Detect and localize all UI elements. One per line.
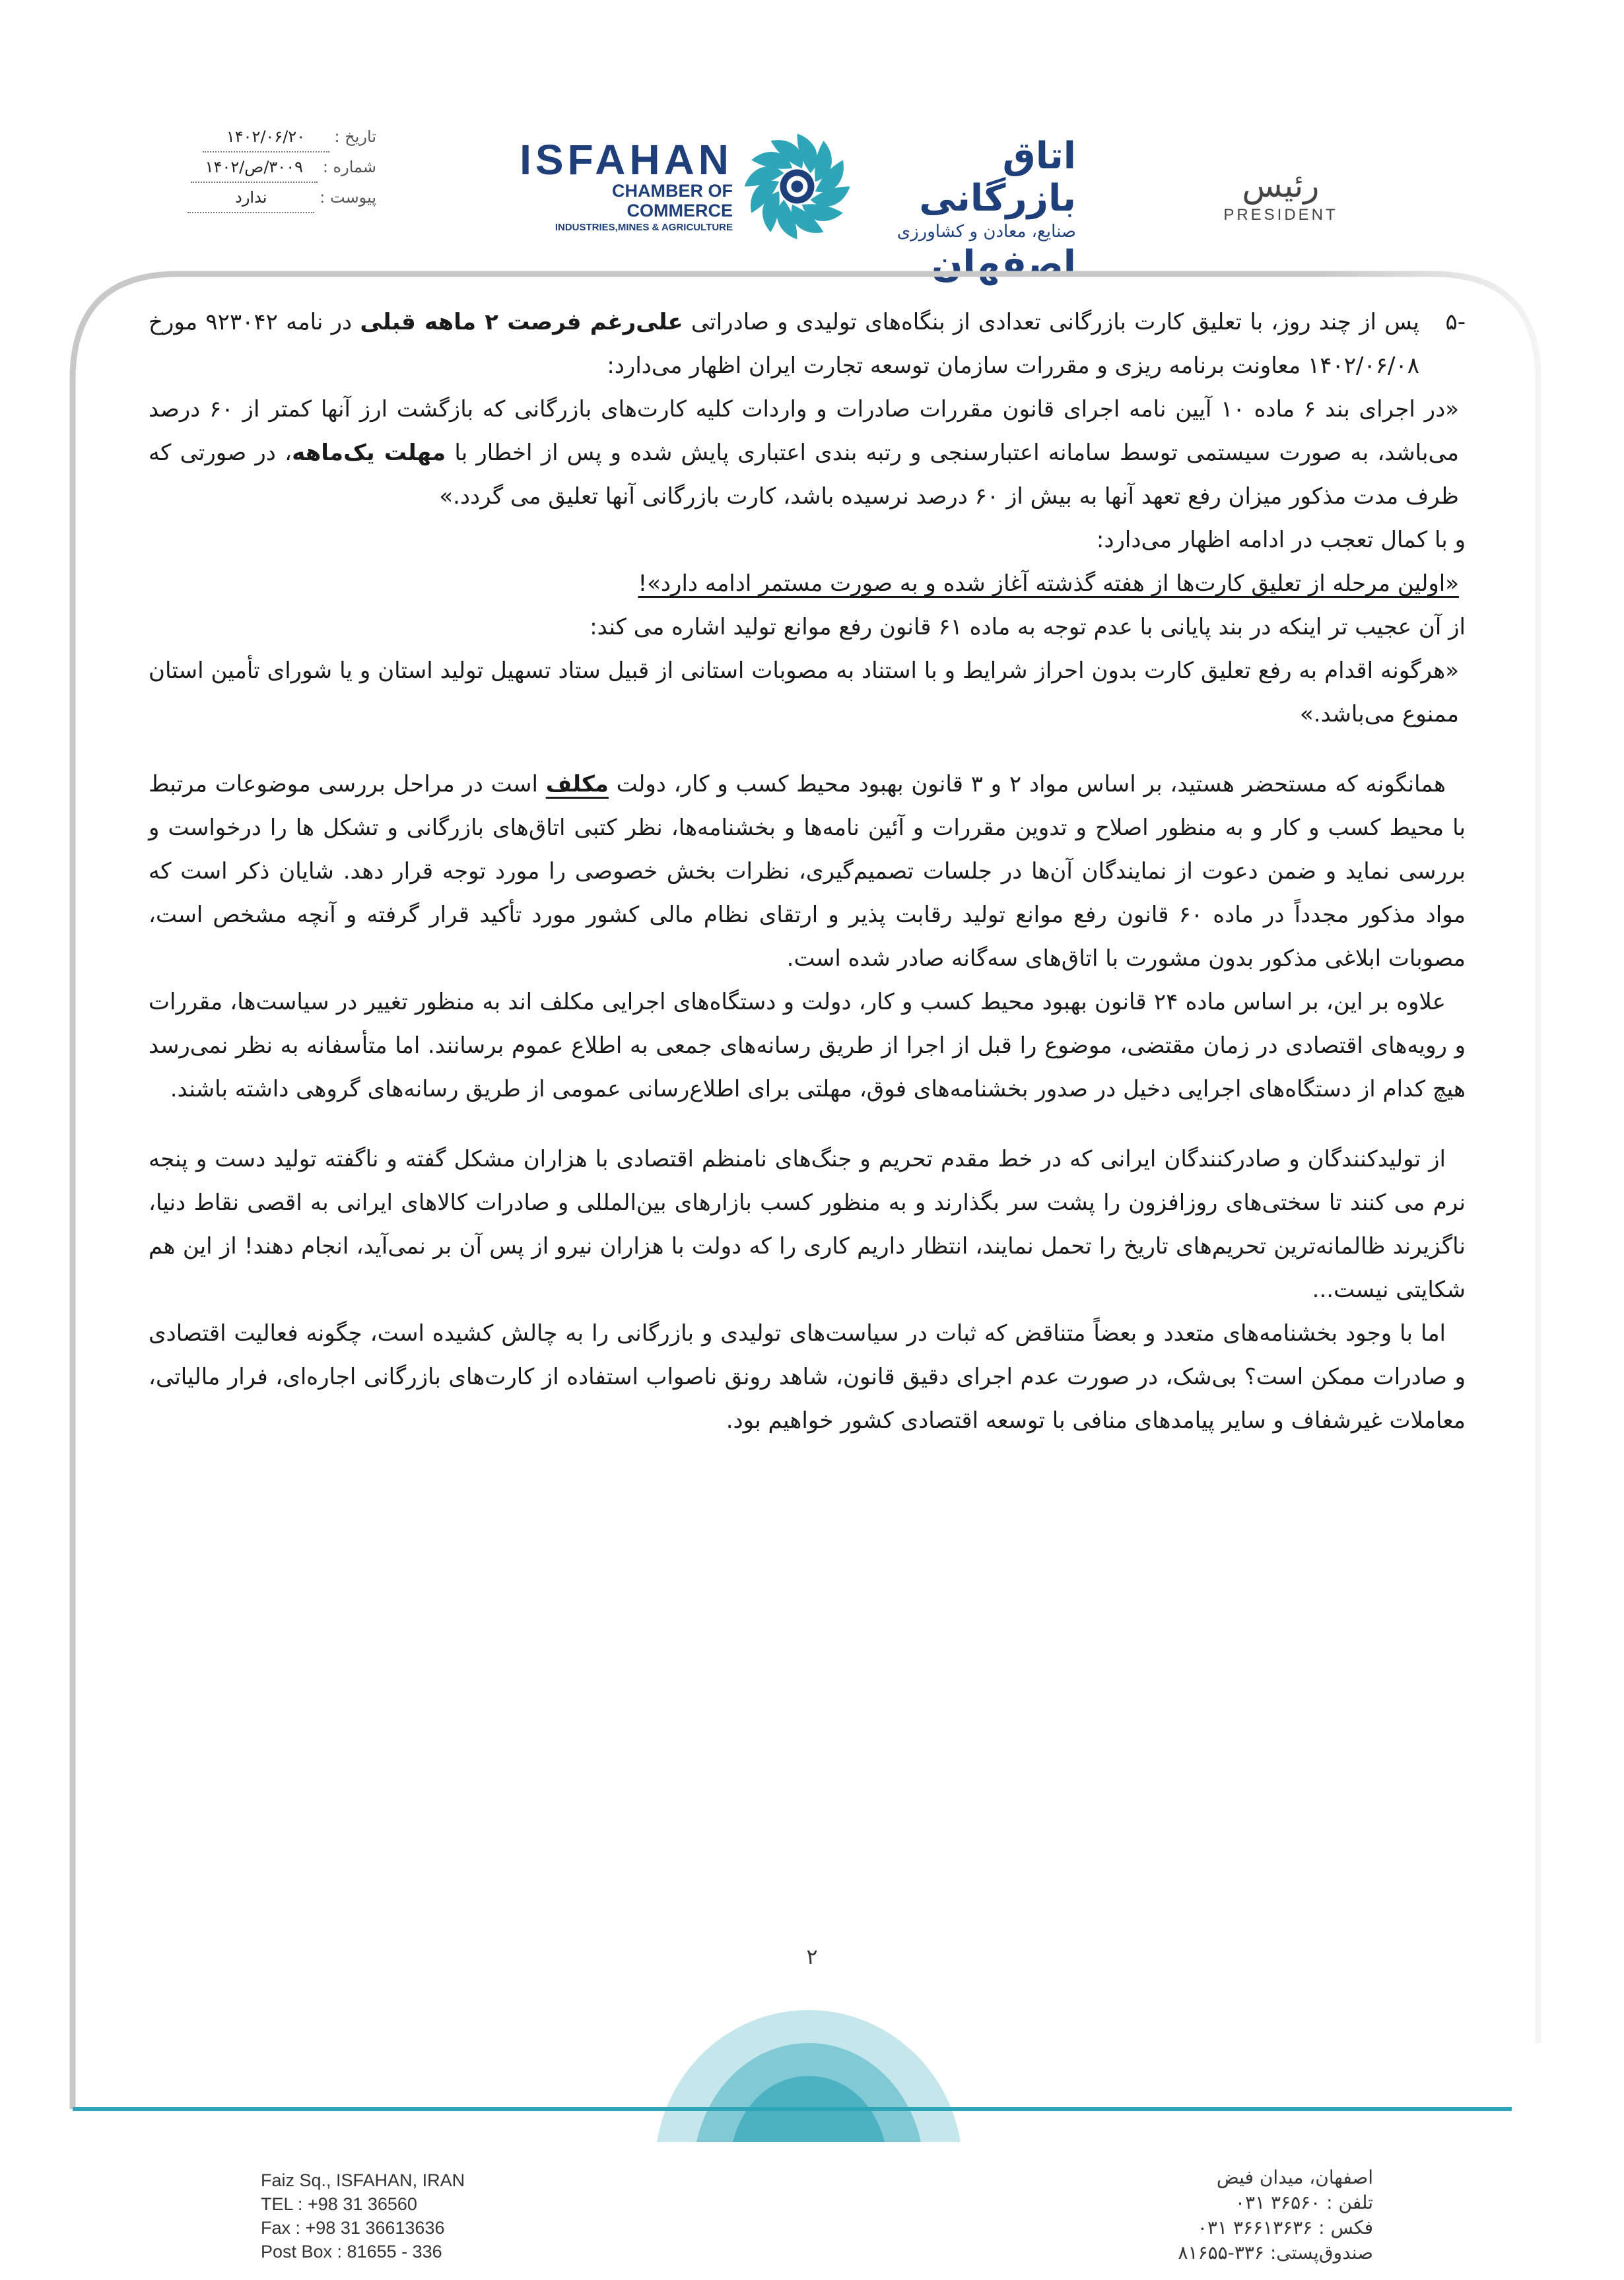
item-5-text xyxy=(149,300,1419,387)
paragraph-1-bold: مکلف xyxy=(545,771,609,797)
paragraph-2: علاوه بر این، بر اساس ماده ۲۴ قانون بهبود محیط کسب و کار، دولت و دستگاه‌های اجرایی مکلف اند به منظور تغییر در سیاست‌ها، مقررات و رویه‌های اقتصادی در زمان مقتضی، موضوع را قبل از اجرا از طریق رسانه‌های جمعی به اطلاع عموم برسانند. اما متأسفانه به نظر نمی‌رسد هیچ کدام از دستگاه‌های اجرایی دخیل در صدور بخشنامه‌های فوق، مهلتی برای اطلاع‌رسانی عمومی از طریق رسانه‌های گروهی داشته باشند. xyxy=(149,989,1466,1102)
president-en: PRESIDENT xyxy=(1223,206,1338,224)
logo-en-sectors: INDUSTRIES,MINES & AGRICULTURE xyxy=(555,222,733,233)
quote-1-part1: «در اجرای بند ۶ ماده ۱۰ آیین نامه اجرای قانون مقررات صادرات و واردات کلیه کارت‌های بازرگانی که بازگشت ارز آنها کمتر از ۶۰ درصد می‌باشد، به صورت سیستمی توسط سامانه اعتبارسنجی و رتبه بندی اعتباری پایش شده و پس از اخطار با xyxy=(149,396,1460,466)
attachment-label: پیوست : xyxy=(320,188,376,207)
item-5-number: -۵ xyxy=(1445,309,1466,335)
stranger-line: از آن عجیب تر اینکه در بند پایانی با عدم توجه به ماده ۶۱ قانون رفع موانع تولید اشاره می کند: xyxy=(590,614,1466,640)
attachment-value: ندارد xyxy=(187,183,314,213)
item-5-text-part2: در نامه ۹۲۳۰۴۲ مورخ ۱۴۰۲/۰۶/۰۸ معاونت برنامه ریزی و مقررات سازمان توسعه تجارت ایران اظهار می‌دارد: xyxy=(149,309,1419,379)
surprise-line: و با کمال تعجب در ادامه اظهار می‌دارد: xyxy=(1096,527,1466,553)
number-label: شماره : xyxy=(322,158,376,176)
number-row xyxy=(125,152,376,183)
footer-en-tel: TEL : +98 31 36560 xyxy=(261,2194,417,2214)
footer-fa-fax: فکس : ۳۶۶۱۳۶۳۶ ۰۳۱ xyxy=(1197,2217,1373,2238)
attachment-row xyxy=(125,183,376,213)
page-number: ۲ xyxy=(806,1944,818,1969)
footer-en-fax: Fax : +98 31 36613636 xyxy=(261,2218,445,2238)
date-label: تاریخ : xyxy=(334,127,376,146)
president-title xyxy=(1201,165,1360,224)
logo-en-chamber: CHAMBER OF COMMERCE xyxy=(612,181,733,220)
date-value: ۱۴۰۲/۰۶/۲۰ xyxy=(203,122,329,152)
footer-en-address: Faiz Sq., ISFAHAN, IRAN xyxy=(261,2170,465,2190)
date-row xyxy=(125,122,376,152)
logo-english xyxy=(508,136,733,235)
quote-1 xyxy=(149,387,1466,518)
paragraph-1-part2: است در مراحل بررسی موضوعات مرتبط با محیط کسب و کار و به منظور اصلاح و تدوین مقررات و آئین نامه‌ها و بخشنامه‌ها، نظر کتبی اتاق‌های بازرگانی و تشکل ها را درخواست و بررسی نماید و ضمن دعوت از نمایندگان آن‌ها در جلسات تصمیم‌گیری، نظرات بخش خصوصی را مورد توجه قرار دهد. شایان ذکر است که مواد مذکور مجدداً در ماده ۶۰ قانون رفع موانع تولید رقابت پذیر و ارتقای نظام مالی کشور مورد تأکید قرار گرفته و آنچه مشخص است، مصوبات ابلاغی مذکور بدون مشورت با اتاق‌های سه‌گانه صادر شده است. xyxy=(149,771,1466,972)
footer-fa-pobox: صندوق‌پستی: ۳۳۶-۸۱۶۵۵ xyxy=(1178,2242,1373,2263)
quote-1-part2: ، در صورتی که ظرف مدت مذکور میزان رفع تعهد آنها به بیش از ۶۰ درصد نرسیده باشد، کارت بازرگانی آنها تعلیق می گردد.» xyxy=(149,440,1459,510)
logo-fa-sectors: صنایع، معادن و کشاورزی xyxy=(897,222,1076,242)
quote-3: «هرگونه اقدام به رفع تعلیق کارت بدون احراز شرایط و با استناد به مصوبات استانی از قبیل ستاد تسهیل تولید استان و یا شورای تأمین استان ممنوع می‌باشد.» xyxy=(149,657,1459,727)
item-5-text-part1: پس از چند روز، با تعلیق کارت بازرگانی تعدادی از بنگاه‌های تولیدی و صادراتی xyxy=(683,309,1419,335)
footer-website[interactable]: ECCIM.COM xyxy=(754,2208,870,2230)
footer-fa-address: اصفهان، میدان فیض xyxy=(1216,2166,1373,2188)
paragraph-4: اما با وجود بخشنامه‌های متعدد و بعضاً متناقض که ثبات در سیاست‌های تولیدی و بازرگانی را به چالش کشیده است، چگونه فعالیت اقتصادی و صادرات ممکن است؟ بی‌شک، در صورت عدم اجرای دقیق قانون، شاهد رونق ناصواب استفاده از کارت‌های بازرگانی اجاره‌ای، فرار مالیاتی، معاملات غیرشفاف و سایر پیامدهای منافی با توسعه اقتصادی کشور خواهیم بود. xyxy=(149,1320,1466,1434)
paragraph-3: از تولیدکنندگان و صادرکنندگان ایرانی که در خط مقدم تحریم و جنگ‌های نامنظم اقتصادی با هزاران مشکل گفته و ناگفته تولید دست و پنجه نرم می کنند تا سختی‌های روزافزون را پشت سر بگذارند و به منظور کسب بازارهای بین‌المللی و صادرات کالاهای ایرانی به اقصی نقاط دنیا، ناگزیرند ظالمانه‌ترین تحریم‌های تاریخ را تحمل نمایند، انتظار داریم کاری را که دولت با هزاران نیرو از پس آن بر نمی‌آید، انجام دهند! از این هم شکایتی نیست... xyxy=(149,1146,1466,1303)
logo-en-city: ISFAHAN xyxy=(520,136,733,184)
item-5 xyxy=(149,300,1466,387)
chamber-emblem-icon xyxy=(739,129,855,244)
logo-fa-chamber: اتاق بازرگانی xyxy=(919,135,1076,220)
letter-body xyxy=(149,300,1466,1442)
letter-meta xyxy=(125,122,376,213)
paragraph-1 xyxy=(149,762,1466,980)
footer-english xyxy=(261,2168,512,2263)
footer-en-pobox: Post Box : 81655 - 336 xyxy=(261,2242,442,2262)
number-value: ۳۰۰۹/ص/۱۴۰۲ xyxy=(191,152,318,183)
paragraph-1-part1: همانگونه که مستحضر هستید، بر اساس مواد ۲ و ۳ قانون بهبود محیط کسب و کار، دولت xyxy=(608,771,1446,797)
footer-fa-tel: تلفن : ۳۶۵۶۰ ۰۳۱ xyxy=(1235,2192,1373,2213)
footer-persian xyxy=(1122,2165,1373,2265)
footer-email[interactable]: info@eccim.com xyxy=(758,2230,866,2247)
logo-fa-city: اصفهان xyxy=(931,243,1076,286)
footer-web xyxy=(706,2208,918,2248)
quote-2: «اولین مرحله از تعلیق کارت‌ها از هفته گذشته آغاز شده و به صورت مستمر ادامه دارد»! xyxy=(638,570,1459,597)
president-fa: رئیس xyxy=(1242,166,1320,205)
quote-1-bold: مهلت یک‌ماهه xyxy=(292,440,446,466)
item-5-bold: علی‌رغم فرصت ۲ ماهه قبلی xyxy=(360,309,683,335)
